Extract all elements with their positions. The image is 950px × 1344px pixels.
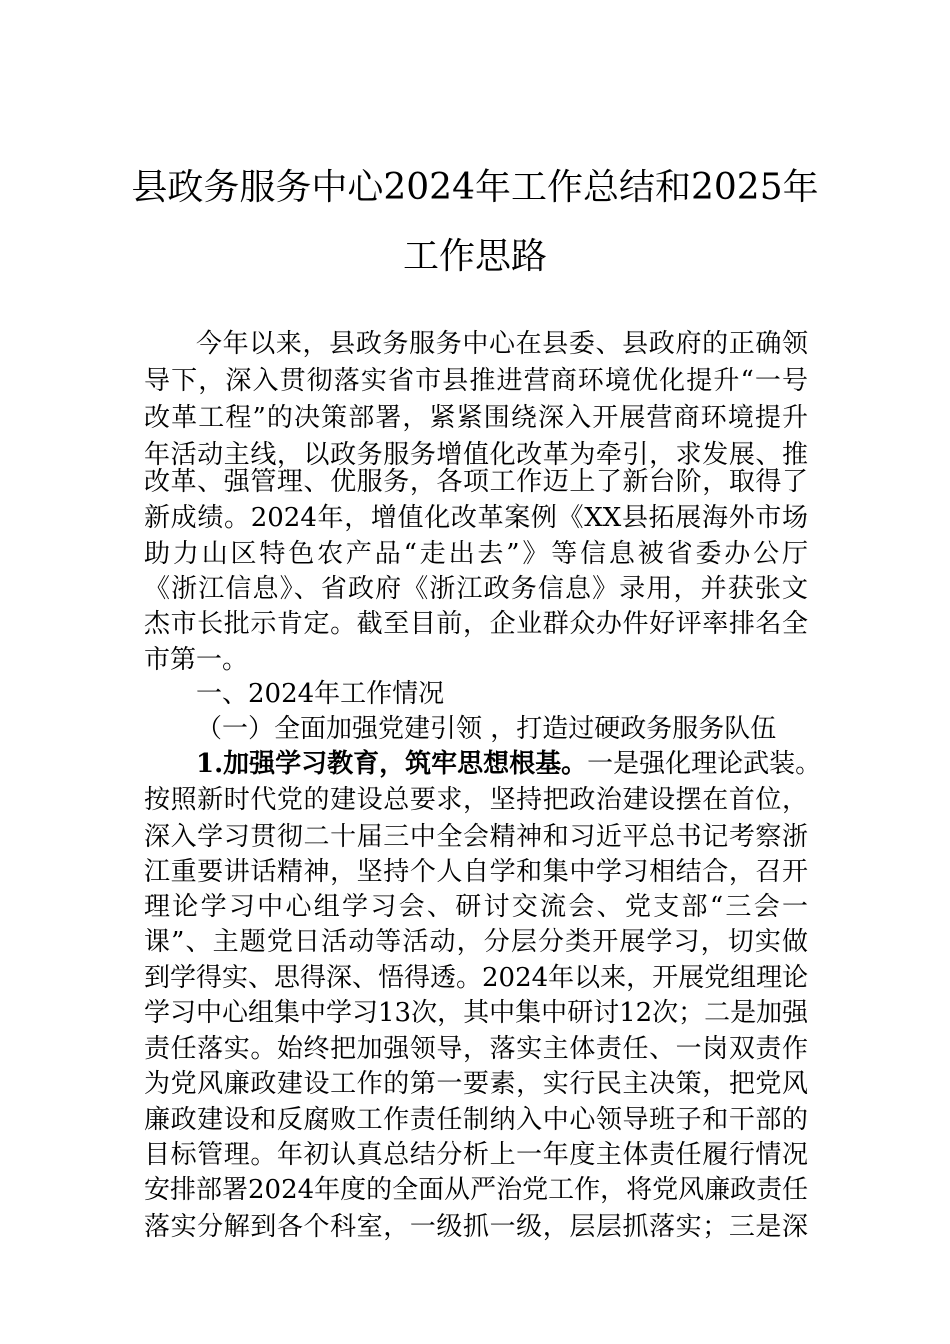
body-paragraph-line: 江重要讲话精神，坚持个人自学和集中学习相结合，召开	[144, 857, 808, 887]
intro-paragraph-line: 市第一。	[144, 645, 249, 675]
intro-paragraph-line: 导下，深入贯彻落实省市县推进营商环境优化提升“一号	[144, 366, 808, 396]
body-paragraph-line: 为党风廉政建设工作的第一要素，实行民主决策，把党风	[144, 1069, 808, 1099]
body-paragraph-line: 廉政建设和反腐败工作责任制纳入中心领导班子和干部的	[144, 1105, 808, 1135]
intro-paragraph-line: 年活动主线，以政务服务增值化改革为牵引，求发展、推	[144, 440, 808, 470]
intro-paragraph-line: 改革工程”的决策部署，紧紧围绕深入开展营商环境提升	[144, 403, 808, 433]
intro-paragraph-line: 杰市长批示肯定。截至目前，企业群众办件好评率排名全	[144, 609, 808, 639]
body-paragraph-line: 目标管理。年初认真总结分析上一年度主体责任履行情况	[144, 1140, 808, 1170]
intro-paragraph-line: 改革、强管理、优服务，各项工作迈上了新台阶，取得了	[144, 467, 808, 497]
body-paragraph-line: 到学得实、思得深、悟得透。2024年以来，开展党组理论	[144, 963, 809, 993]
document-title-line-2: 工作思路	[402, 236, 547, 277]
intro-paragraph-line: 助力山区特色农产品“走出去”》等信息被省委办公厅	[144, 539, 808, 569]
body-paragraph-line: 落实分解到各个科室，一级抓一级，层层抓落实；三是深	[144, 1212, 808, 1242]
body-paragraph-line: 按照新时代党的建设总要求，坚持把政治建设摆在首位，	[144, 785, 808, 815]
body-paragraph-line: 课”、主题党日活动等活动，分层分类开展学习，切实做	[144, 927, 808, 957]
item-lead-rest: 一是强化理论武装。	[587, 749, 822, 779]
body-paragraph-line: 深入学习贯彻二十届三中全会精神和习近平总书记考察浙	[144, 822, 808, 852]
intro-paragraph-line: 今年以来，县政务服务中心在县委、县政府的正确领	[196, 329, 808, 359]
item-lead-line	[196, 744, 822, 784]
body-paragraph-line: 理论学习中心组学习会、研讨交流会、党支部“三会一	[144, 892, 808, 922]
body-paragraph-line: 安排部署2024年度的全面从严治党工作，将党风廉政责任	[144, 1175, 809, 1205]
section-heading: 一、2024年工作情况	[196, 679, 445, 709]
intro-paragraph-line: 新成绩。2024年，增值化改革案例《XX县拓展海外市场	[144, 503, 808, 533]
document-title-line-1: 县政务服务中心2024年工作总结和2025年	[131, 167, 819, 208]
subsection-heading: （一）全面加强党建引领 ，打造过硬政务服务队伍	[196, 714, 777, 744]
body-paragraph-line: 责任落实。始终把加强领导，落实主体责任、一岗双责作	[144, 1034, 808, 1064]
intro-paragraph-line: 《浙江信息》、省政府《浙江政务信息》录用，并获张文	[144, 574, 808, 604]
body-paragraph-line: 学习中心组集中学习13次，其中集中研讨12次；二是加强	[144, 998, 809, 1028]
item-bold-lead: 1.加强学习教育，筑牢思想根基。	[196, 749, 588, 779]
